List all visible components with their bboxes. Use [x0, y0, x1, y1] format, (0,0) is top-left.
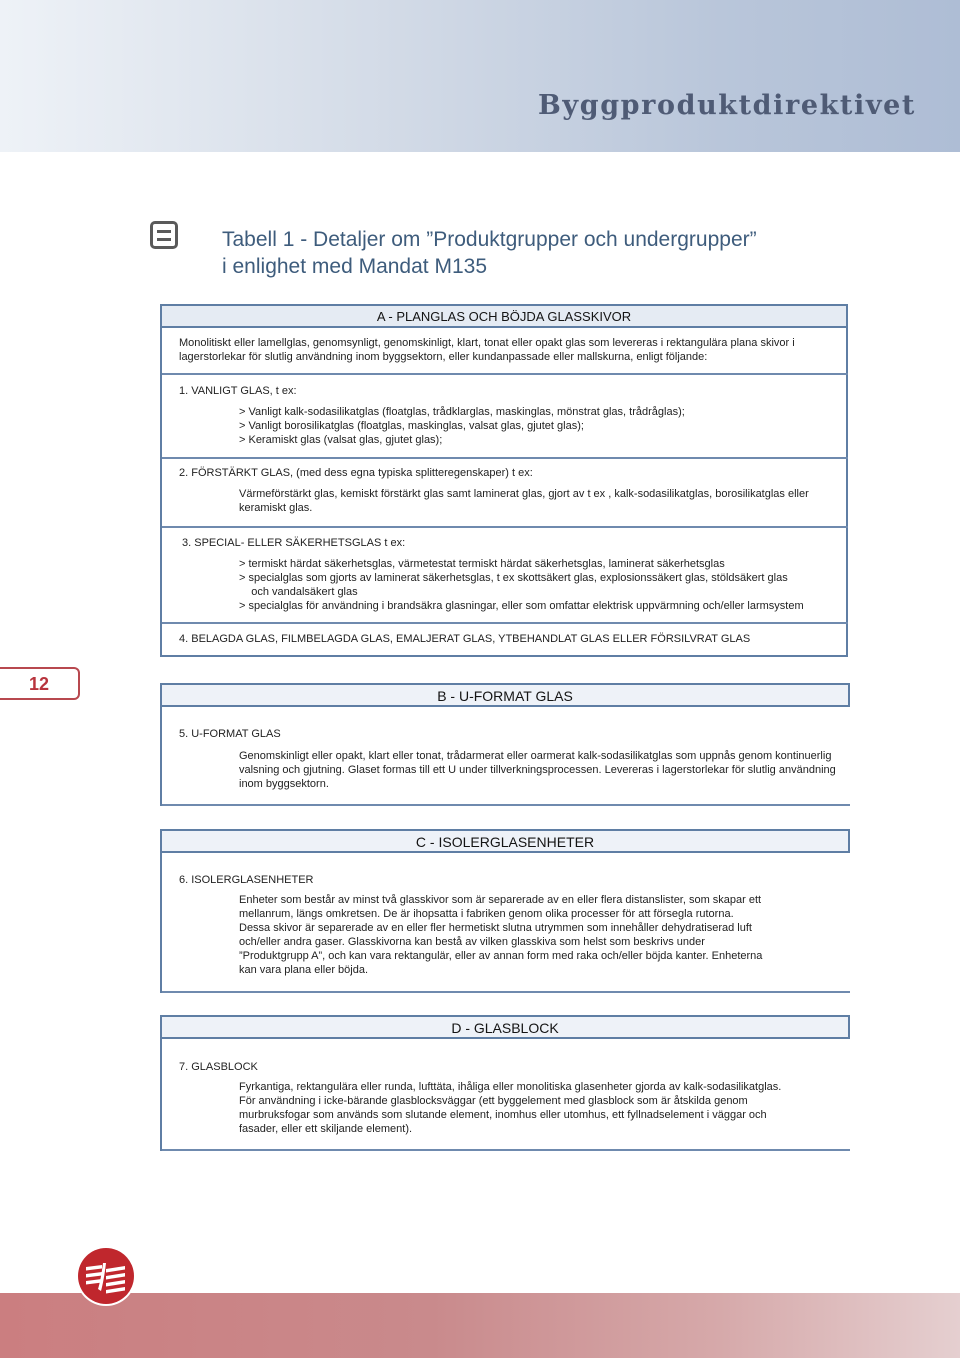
header-band — [0, 0, 960, 152]
group-6-title: 6. ISOLERGLASENHETER — [179, 874, 314, 886]
group-2-text-line2: keramiskt glas. — [239, 502, 313, 514]
group-7-text-line: fasader, eller ett skiljande element). — [239, 1123, 413, 1135]
group-3-item: > specialglas för användning i brandsäkra glasningar, eller som omfattar elektrisk uppvärmning och/eller larmsystem — [239, 600, 804, 612]
group-6-text-line: Dessa skivor är separerade av en eller fler hermetiskt slutna utrymmen som innehåller dehydratiserad luft — [239, 922, 752, 934]
group-6-text-line: mellanrum, längs omkretsen. De är ihopsatta i fabriken genom olika processer för att försegla rutorna. — [239, 908, 734, 920]
section-d-left-edge — [160, 1039, 162, 1151]
group-2-title: 2. FÖRSTÄRKT GLAS, (med dess egna typiska splitteregenskaper) t ex: — [179, 467, 533, 479]
group-2-text-line1: Värmeförstärkt glas, kemiskt förstärkt glas samt laminerat glas, gjort av t ex , kalk-sodasilikatglas, borosilikatglas eller — [239, 488, 809, 500]
company-logo-icon — [75, 1245, 137, 1307]
group-3-item: > specialglas som gjorts av laminerat säkerhetsglas, t ex skottsäkert glas, explosionssäkert glas, stöldsäkert glas — [239, 572, 788, 584]
group-3-item: och vandalsäkert glas — [239, 586, 358, 598]
footer-band — [0, 1293, 960, 1358]
table-icon — [150, 221, 178, 249]
section-a-intro-line2: lagerstorlekar för slutlig användning inom byggsektorn, eller kundanpassade eller mallskurna, enligt följande: — [179, 351, 708, 363]
group-6-text-line: Enheter som består av minst två glasskivor som är separerade av en eller flera distanslister, som skapar ett — [239, 894, 762, 906]
group-7-text-line: murbruksfogar som används som slutande element, inomhus eller utomhus, ett fyllnadselement i väggar och — [239, 1109, 767, 1121]
section-b-left-edge — [160, 707, 162, 806]
divider — [162, 373, 848, 375]
divider — [160, 991, 850, 993]
group-1-title: 1. VANLIGT GLAS, t ex: — [179, 385, 297, 397]
group-5-text-line: Genomskinligt eller opakt, klart eller tonat, trådarmerat eller oarmerat kalk-sodasilikatglas som uppnås genom kontinuerlig — [239, 750, 832, 762]
document-title-line2: i enlighet med Mandat M135 — [222, 255, 487, 278]
divider — [160, 804, 850, 806]
group-7-text-line: För användning i icke-bärande glasblocksväggar (ett byggelement med glasblock som är åtskilda genom — [239, 1095, 748, 1107]
group-5-text-line: inom byggsektorn. — [239, 778, 329, 790]
page-number: 12 — [0, 667, 80, 700]
group-4-title: 4. BELAGDA GLAS, FILMBELAGDA GLAS, EMALJERAT GLAS, YTBEHANDLAT GLAS ELLER FÖRSILVRAT GLAS — [179, 633, 751, 645]
group-7-text-line: Fyrkantiga, rektangulära eller runda, lufttäta, ihåliga eller monolitiska glasenheter gjorda av kalk-sodasilikatglas. — [239, 1081, 782, 1093]
section-a-heading: A - PLANGLAS OCH BÖJDA GLASSKIVOR — [162, 306, 846, 328]
document-title — [222, 226, 757, 280]
divider — [160, 1149, 850, 1151]
group-3-title: 3. SPECIAL- ELLER SÄKERHETSGLAS t ex: — [182, 537, 406, 549]
group-5-text-line: valsning och gjutning. Glaset formas till ett U under tillverkningsprocessen. Levereras i lagerstorlekar för slutlig användning — [239, 764, 836, 776]
divider — [162, 457, 848, 459]
group-1-item: > Vanligt borosilikatglas (floatglas, maskinglas, valsat glas, gjutet glas); — [239, 420, 584, 432]
group-1-item: > Keramiskt glas (valsat glas, gjutet glas); — [239, 434, 443, 446]
group-6-text-line: ”Produktgrupp A”, och kan vara rektangulär, eller av annan form med raka och/eller böjda kanter. Enheterna — [239, 950, 763, 962]
group-6-text-line: och/eller andra gaser. Glasskivorna kan bestå av vilken glasskiva som helst som beskrivs under — [239, 936, 705, 948]
divider — [162, 622, 848, 624]
section-b-heading: B - U-FORMAT GLAS — [160, 683, 850, 707]
section-c-left-edge — [160, 853, 162, 993]
group-1-item: > Vanligt kalk-sodasilikatglas (floatglas, trådklarglas, maskinglas, mönstrat glas, trådråglas); — [239, 406, 685, 418]
group-6-text-line: kan vara plana eller böjda. — [239, 964, 369, 976]
section-a-intro-line1: Monolitiskt eller lamellglas, genomsynligt, genomskinligt, klart, tonat eller opakt glas som levereras i rektangulära plana skivor i — [179, 337, 795, 349]
document-title-line1: Tabell 1 - Detaljer om ”Produktgrupper och undergrupper” — [222, 228, 757, 251]
header-title: Byggproduktdirektivet — [538, 90, 916, 121]
group-3-item: > termiskt härdat säkerhetsglas, värmetestat termiskt härdat säkerhetsglas, laminerat säkerhetsglas — [239, 558, 725, 570]
divider — [162, 526, 848, 528]
section-d-heading: D - GLASBLOCK — [160, 1015, 850, 1039]
section-c-heading: C - ISOLERGLASENHETER — [160, 829, 850, 853]
group-7-title: 7. GLASBLOCK — [179, 1061, 258, 1073]
group-5-title: 5. U-FORMAT GLAS — [179, 728, 281, 740]
